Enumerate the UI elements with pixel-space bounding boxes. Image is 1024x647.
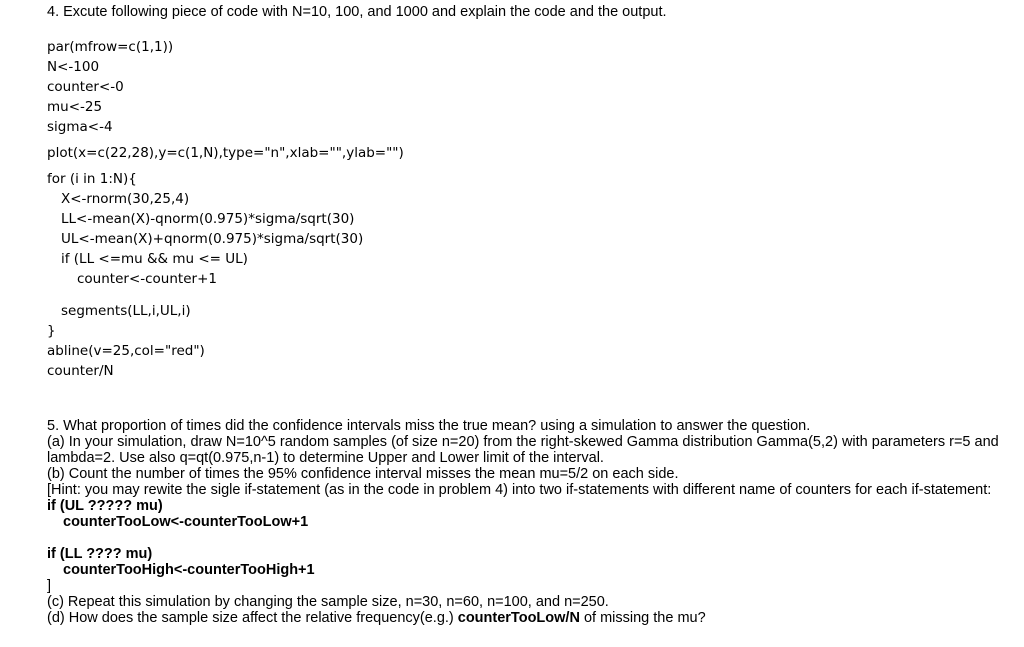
blank-line [47,530,999,546]
code-line: for (i in 1:N){ [47,171,137,187]
code-line: UL<-mean(X)+qnorm(0.975)*sigma/sqrt(30) [61,231,364,247]
closing-bracket: ] [47,578,52,594]
code-line: X<-rnorm(30,25,4) [61,191,190,207]
counter-too-low-statement: counterTooLow<-counterTooLow+1 [63,514,309,530]
code-line: segments(LL,i,UL,i) [61,303,191,319]
code-line: LL<-mean(X)-qnorm(0.975)*sigma/sqrt(30) [61,211,355,227]
part-a-line-1: (a) In your simulation, draw N=10^5 random samples (of size n=20) from the right-skewed Gamma distribution Gamma(5,2) with parameters r=5 and [47,434,999,450]
if-ll-statement: if (LL ???? mu) [47,546,153,562]
code-line: counter<-0 [47,79,124,95]
part-c: (c) Repeat this simulation by changing the sample size, n=30, n=60, n=100, and n=250. [47,594,609,610]
question-5-block [47,418,999,626]
hint: [Hint: you may rewite the sigle if-statement (as in the code in problem 4) into two if-statements with different name of counters for each if-statement: [47,482,992,498]
code-line: if (LL <=mu && mu <= UL) [61,251,248,267]
part-d-bold: counterTooLow/N [457,610,580,626]
if-ul-statement: if (UL ????? mu) [47,498,163,514]
code-line: mu<-25 [47,99,103,115]
code-line: sigma<-4 [47,119,113,135]
part-d-tail: of missing the mu? [579,610,706,626]
question-5-title: 5. What proportion of times did the confidence intervals miss the true mean? using a simulation to answer the question. [47,418,811,434]
code-line: N<-100 [47,59,100,75]
code-line: par(mfrow=c(1,1)) [47,39,174,55]
part-d [47,610,999,626]
code-line: } [47,323,56,339]
part-d-text: (d) How does the sample size affect the relative frequency(e.g.) [47,610,458,626]
counter-too-high-statement: counterTooHigh<-counterTooHigh+1 [63,562,315,578]
r-code-block [47,37,404,381]
code-line: plot(x=c(22,28),y=c(1,N),type="n",xlab="",ylab="") [47,145,404,161]
part-a-line-2: lambda=2. Use also q=qt(0.975,n-1) to determine Upper and Lower limit of the interval. [47,450,604,466]
part-b: (b) Count the number of times the 95% confidence interval misses the mean mu=5/2 on each side. [47,466,679,482]
question-4-heading: 4. Excute following piece of code with N=10, 100, and 1000 and explain the code and the output. [47,4,667,20]
code-line: counter/N [47,363,114,379]
code-line: abline(v=25,col="red") [47,343,205,359]
code-line: counter<-counter+1 [77,271,217,287]
